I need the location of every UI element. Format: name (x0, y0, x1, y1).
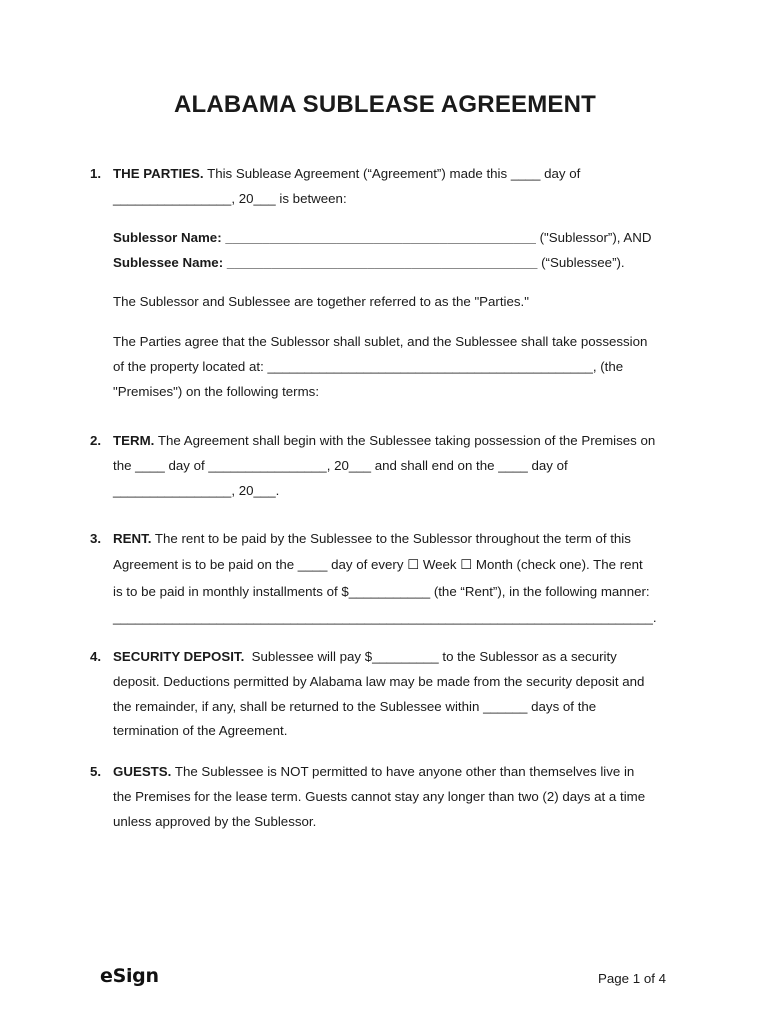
section-1-number: 1. (90, 166, 102, 181)
section-4-line-3: the remainder, if any, shall be returned to the Sublessee within ______ days of the (113, 699, 597, 714)
month-checkbox[interactable]: ☐ (460, 557, 473, 572)
section-5-text: The Sublessee is NOT permitted to have anyone other than themselves live in (171, 764, 635, 779)
section-4-number: 4. (90, 649, 102, 664)
sublessor-suffix: ("Sublessor”), AND (535, 230, 652, 245)
week-label: Week (419, 557, 461, 572)
section-5-heading: GUESTS. (113, 764, 172, 779)
sublessee-name-blank[interactable]: __________________________________________ (223, 255, 538, 270)
month-label: Month (check one). The rent (472, 557, 643, 572)
section-4-line-1 (113, 649, 617, 665)
section-5-line-3: unless approved by the Sublessor. (113, 814, 317, 829)
section-3-line-3: is to be paid in monthly installments of $___________ (the “Rent”), in the following manner: (113, 584, 650, 599)
section-2-number: 2. (90, 433, 102, 448)
sublessee-suffix: (“Sublessee”). (537, 255, 625, 270)
section-3-number: 3. (90, 531, 102, 546)
section-4-line-2: deposit. Deductions permitted by Alabama law may be made from the security deposit and (113, 674, 645, 689)
section-1-heading: THE PARTIES. (113, 166, 204, 181)
section-1-text: This Sublease Agreement (“Agreement”) made this ____ day of (203, 166, 581, 181)
section-2-heading: TERM. (113, 433, 155, 448)
possession-line-2: of the property located at: ____________________________________________, (the (113, 359, 624, 374)
section-2-line-1 (113, 433, 655, 449)
sublessee-name-label: Sublessee Name: (113, 255, 224, 270)
section-2-text: The Agreement shall begin with the Sublessee taking possession of the Premises on (154, 433, 656, 448)
possession-line-3: "Premises") on the following terms: (113, 384, 320, 399)
section-3-line-4: _________________________________________________________________________. (113, 610, 657, 625)
section-4-heading: SECURITY DEPOSIT. (113, 649, 245, 664)
section-3-line-1 (113, 531, 631, 547)
section-5-line-1 (113, 764, 634, 780)
section-4-text: Sublessee will pay $_________ to the Sublessor as a security (244, 649, 617, 664)
possession-line-1: The Parties agree that the Sublessor shall sublet, and the Sublessee shall take possession (113, 334, 648, 349)
section-5-line-2: the Premises for the lease term. Guests cannot stay any longer than two (2) days at a time (113, 789, 646, 804)
rent-due-text: Agreement is to be paid on the ____ day of every (113, 557, 408, 572)
section-1-line-2: ________________, 20___ is between: (113, 191, 347, 206)
page-number: Page 1 of 4 (598, 971, 667, 986)
document-title: ALABAMA SUBLEASE AGREEMENT (173, 91, 597, 118)
section-3-heading: RENT. (113, 531, 152, 546)
section-1-line-1 (113, 166, 580, 182)
parties-definition: The Sublessor and Sublessee are together referred to as the "Parties." (113, 294, 529, 309)
section-2-line-2: the ____ day of ________________, 20___ and shall end on the ____ day of (113, 458, 568, 473)
sublessee-name-line (113, 255, 625, 271)
esign-logo: eSign (100, 965, 159, 987)
section-5-number: 5. (90, 764, 102, 779)
section-3-line-2 (113, 557, 643, 573)
sublessor-name-blank[interactable]: __________________________________________ (221, 230, 536, 245)
section-3-text: The rent to be paid by the Sublessee to the Sublessor throughout the term of this (151, 531, 631, 546)
sublessor-name-line (113, 230, 652, 246)
section-2-line-3: ________________, 20___. (113, 483, 280, 498)
sublessor-name-label: Sublessor Name: (113, 230, 222, 245)
week-checkbox[interactable]: ☐ (407, 557, 420, 572)
section-4-line-4: termination of the Agreement. (113, 723, 288, 738)
